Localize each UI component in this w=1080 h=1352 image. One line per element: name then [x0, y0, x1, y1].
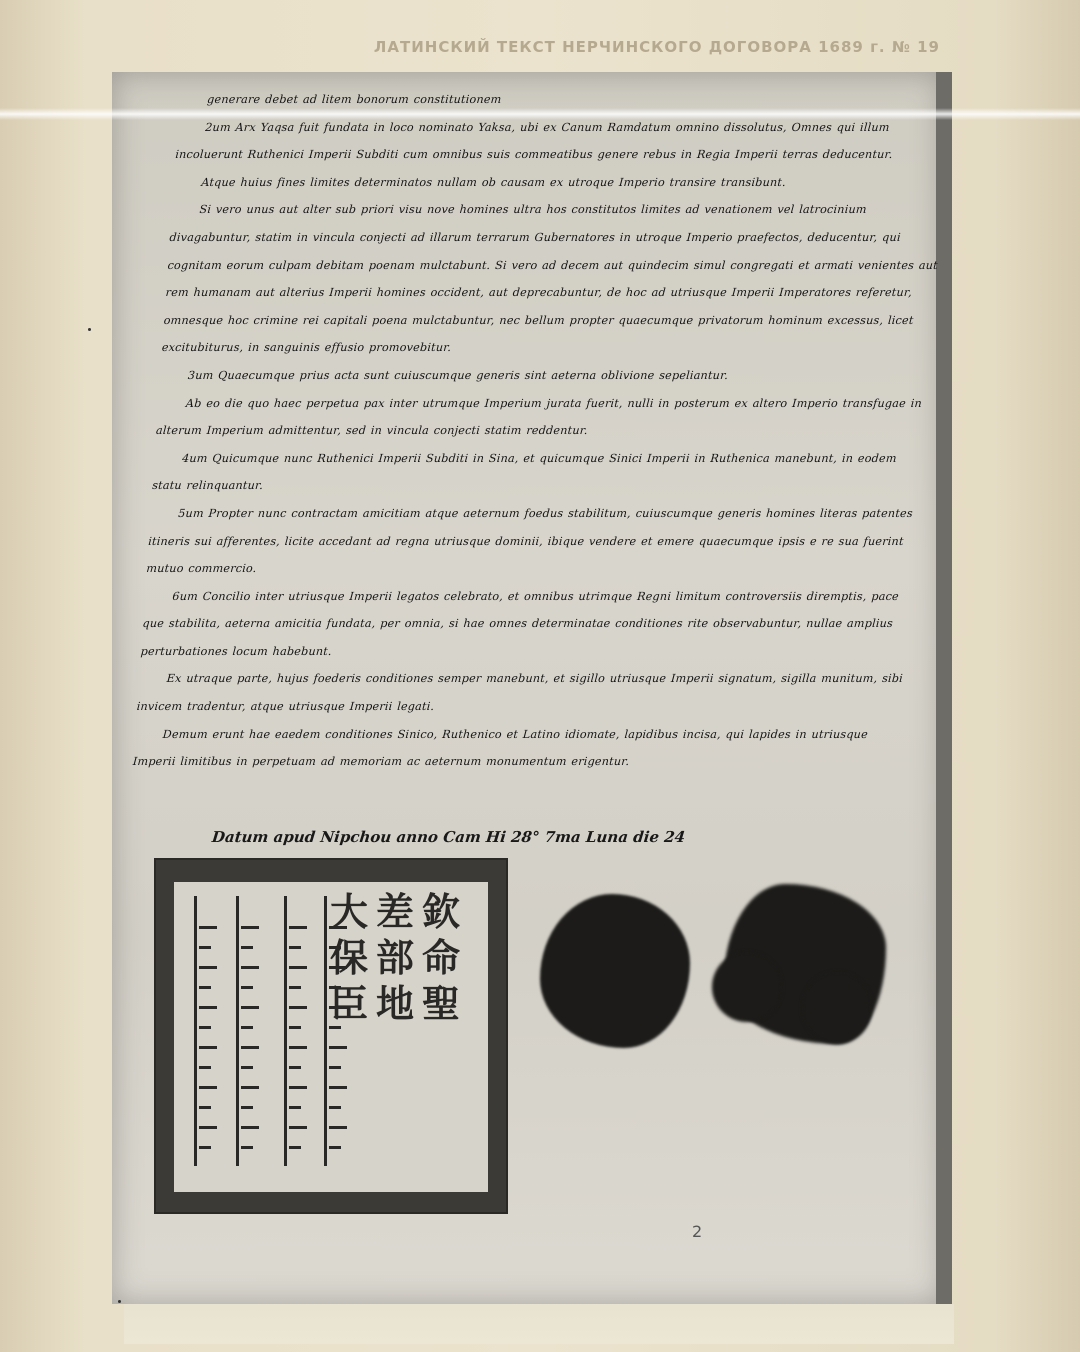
seal-face: [174, 882, 488, 1192]
manchu-chinese-seal: [156, 860, 506, 1212]
seal-chinese-characters: [328, 889, 462, 1026]
document-plate: [112, 72, 942, 1304]
scan-glare-band: [0, 108, 1080, 120]
manuscript-paragraph: Demum erunt hae eaedem conditiones Sinico, Ruthenico et Latino idiomate, lapidibus incisa, qui lapides in utriusque Imperii limitibus in perpetuam ad memoriam ac aeternum monumentum erigentur.: [132, 727, 869, 769]
manuscript-paragraph: 5um Propter nunc contractam amicitiam atque aeternum foedus stabilitum, cuiuscumque generis homines literas patentes itineris sui afferentes, licite accedant ad regna utriusque dominii, ibique vendere et emere quaecumque ipsis e re sua fuerint mutuo commercio.: [145, 506, 914, 576]
seal-character: 欽: [421, 889, 460, 934]
manuscript-text: [132, 86, 952, 776]
seal-character: 差: [375, 889, 414, 934]
dated-line: Datum apud Nipchou anno Cam Hi 28° 7ma Luna die 24: [211, 828, 687, 846]
seal-character: 保: [329, 935, 368, 980]
manuscript-paragraph: generare debet ad litem bonorum constitutionem: [206, 93, 502, 106]
seal-character: 聖: [421, 981, 460, 1026]
pencil-mark: 2: [692, 1222, 703, 1241]
seal-character: 命: [421, 935, 460, 980]
manuscript-paragraph: 2um Arx Yaqsa fuit fundata in loco nominato Yaksa, ubi ex Canum Ramdatum omnino dissolutus, Omnes qui illum incoluerunt Ruthenici Imperii Subditi cum omnibus suis commeatibus genere rebus in Regia Imperii terras deducentur.: [174, 120, 894, 162]
manchu-script-column: [194, 896, 225, 1166]
seal-column: [420, 889, 462, 1026]
manuscript-paragraph: 3um Quaecumque prius acta sunt cuiuscumque generis sint aeterna oblivione sepeliantur.: [187, 368, 729, 382]
page-bottom-margin: [124, 1304, 954, 1344]
seal-character: 部: [375, 935, 414, 980]
wax-seal-blot: [540, 894, 690, 1048]
manuscript-paragraph: 4um Quicumque nunc Ruthenici Imperii Subditi in Sina, et quicumque Sinici Imperii in Ruthenica manebunt, in eodem statu relinquantur.: [151, 451, 898, 493]
seal-character: 地: [375, 981, 414, 1026]
margin-speck: [88, 328, 91, 331]
manuscript-paragraph: Ab eo die quo haec perpetua pax inter utrumque Imperium jurata fuerit, nulli in posterum ex altero Imperio transfugae in alterum Imperium admittentur, sed in vincula conjecti statim reddentur.: [155, 396, 923, 438]
seal-character: 臣: [329, 981, 368, 1026]
manchu-script-column: [236, 896, 267, 1166]
margin-speck: [118, 1300, 121, 1303]
manuscript-paragraph: 6um Concilio inter utriusque Imperii legatos celebrato, et omnibus utrimque Regni limitum controversiis diremptis, pace que stabilita, aeterna amicitia fundata, per omnia, si hae omnes determinatae conditiones rite observabuntur, nullae amplius perturbationes locum habebunt.: [140, 589, 900, 658]
wax-seal-blot: [802, 972, 872, 1044]
seal-column: [374, 889, 416, 1026]
manuscript-paragraph: Ex utraque parte, hujus foederis conditiones semper manebunt, et sigillo utriusque Imperii signatum, sigilla munitum, sibi invicem tradentur, atque utriusque Imperii legati.: [136, 672, 904, 714]
manchu-script-column: [284, 896, 315, 1166]
manuscript-paragraph: Atque huius fines limites determinatos nullam ob causam ex utroque Imperio transire transibunt.: [200, 175, 787, 189]
manuscript-paragraph: Si vero unus aut alter sub priori visu nove homines ultra hos constitutos limites ad venationem vel latrocinium divagabuntur, statim in vincula conjecti ad illarum terrarum Gubernatores in utroque Imperio praefectos, deducentur, qui cognitam eorum culpam debitam poenam mulctabunt. Si vero ad decem aut quindecim simul congregati et armati venientes aut rem humanam aut alterius Imperii homines occident, aut deprecabuntur, de hoc ad utriusque Imperii Imperatores referetur, omnesque hoc crimine rei capitali poena mulctabuntur, nec bellum propter quaecumque privatorum hominum excessus, licet excitubiturus, in sanguinis effusio promovebitur.: [161, 203, 939, 355]
page-header: ЛАТИНСКИЙ ТЕКСТ НЕРЧИНСКОГО ДОГОВОРА 1689 г. № 19: [373, 38, 940, 56]
wax-seal-blot: [712, 952, 782, 1022]
seal-character: 大: [329, 889, 368, 934]
seal-column: [328, 889, 370, 1026]
